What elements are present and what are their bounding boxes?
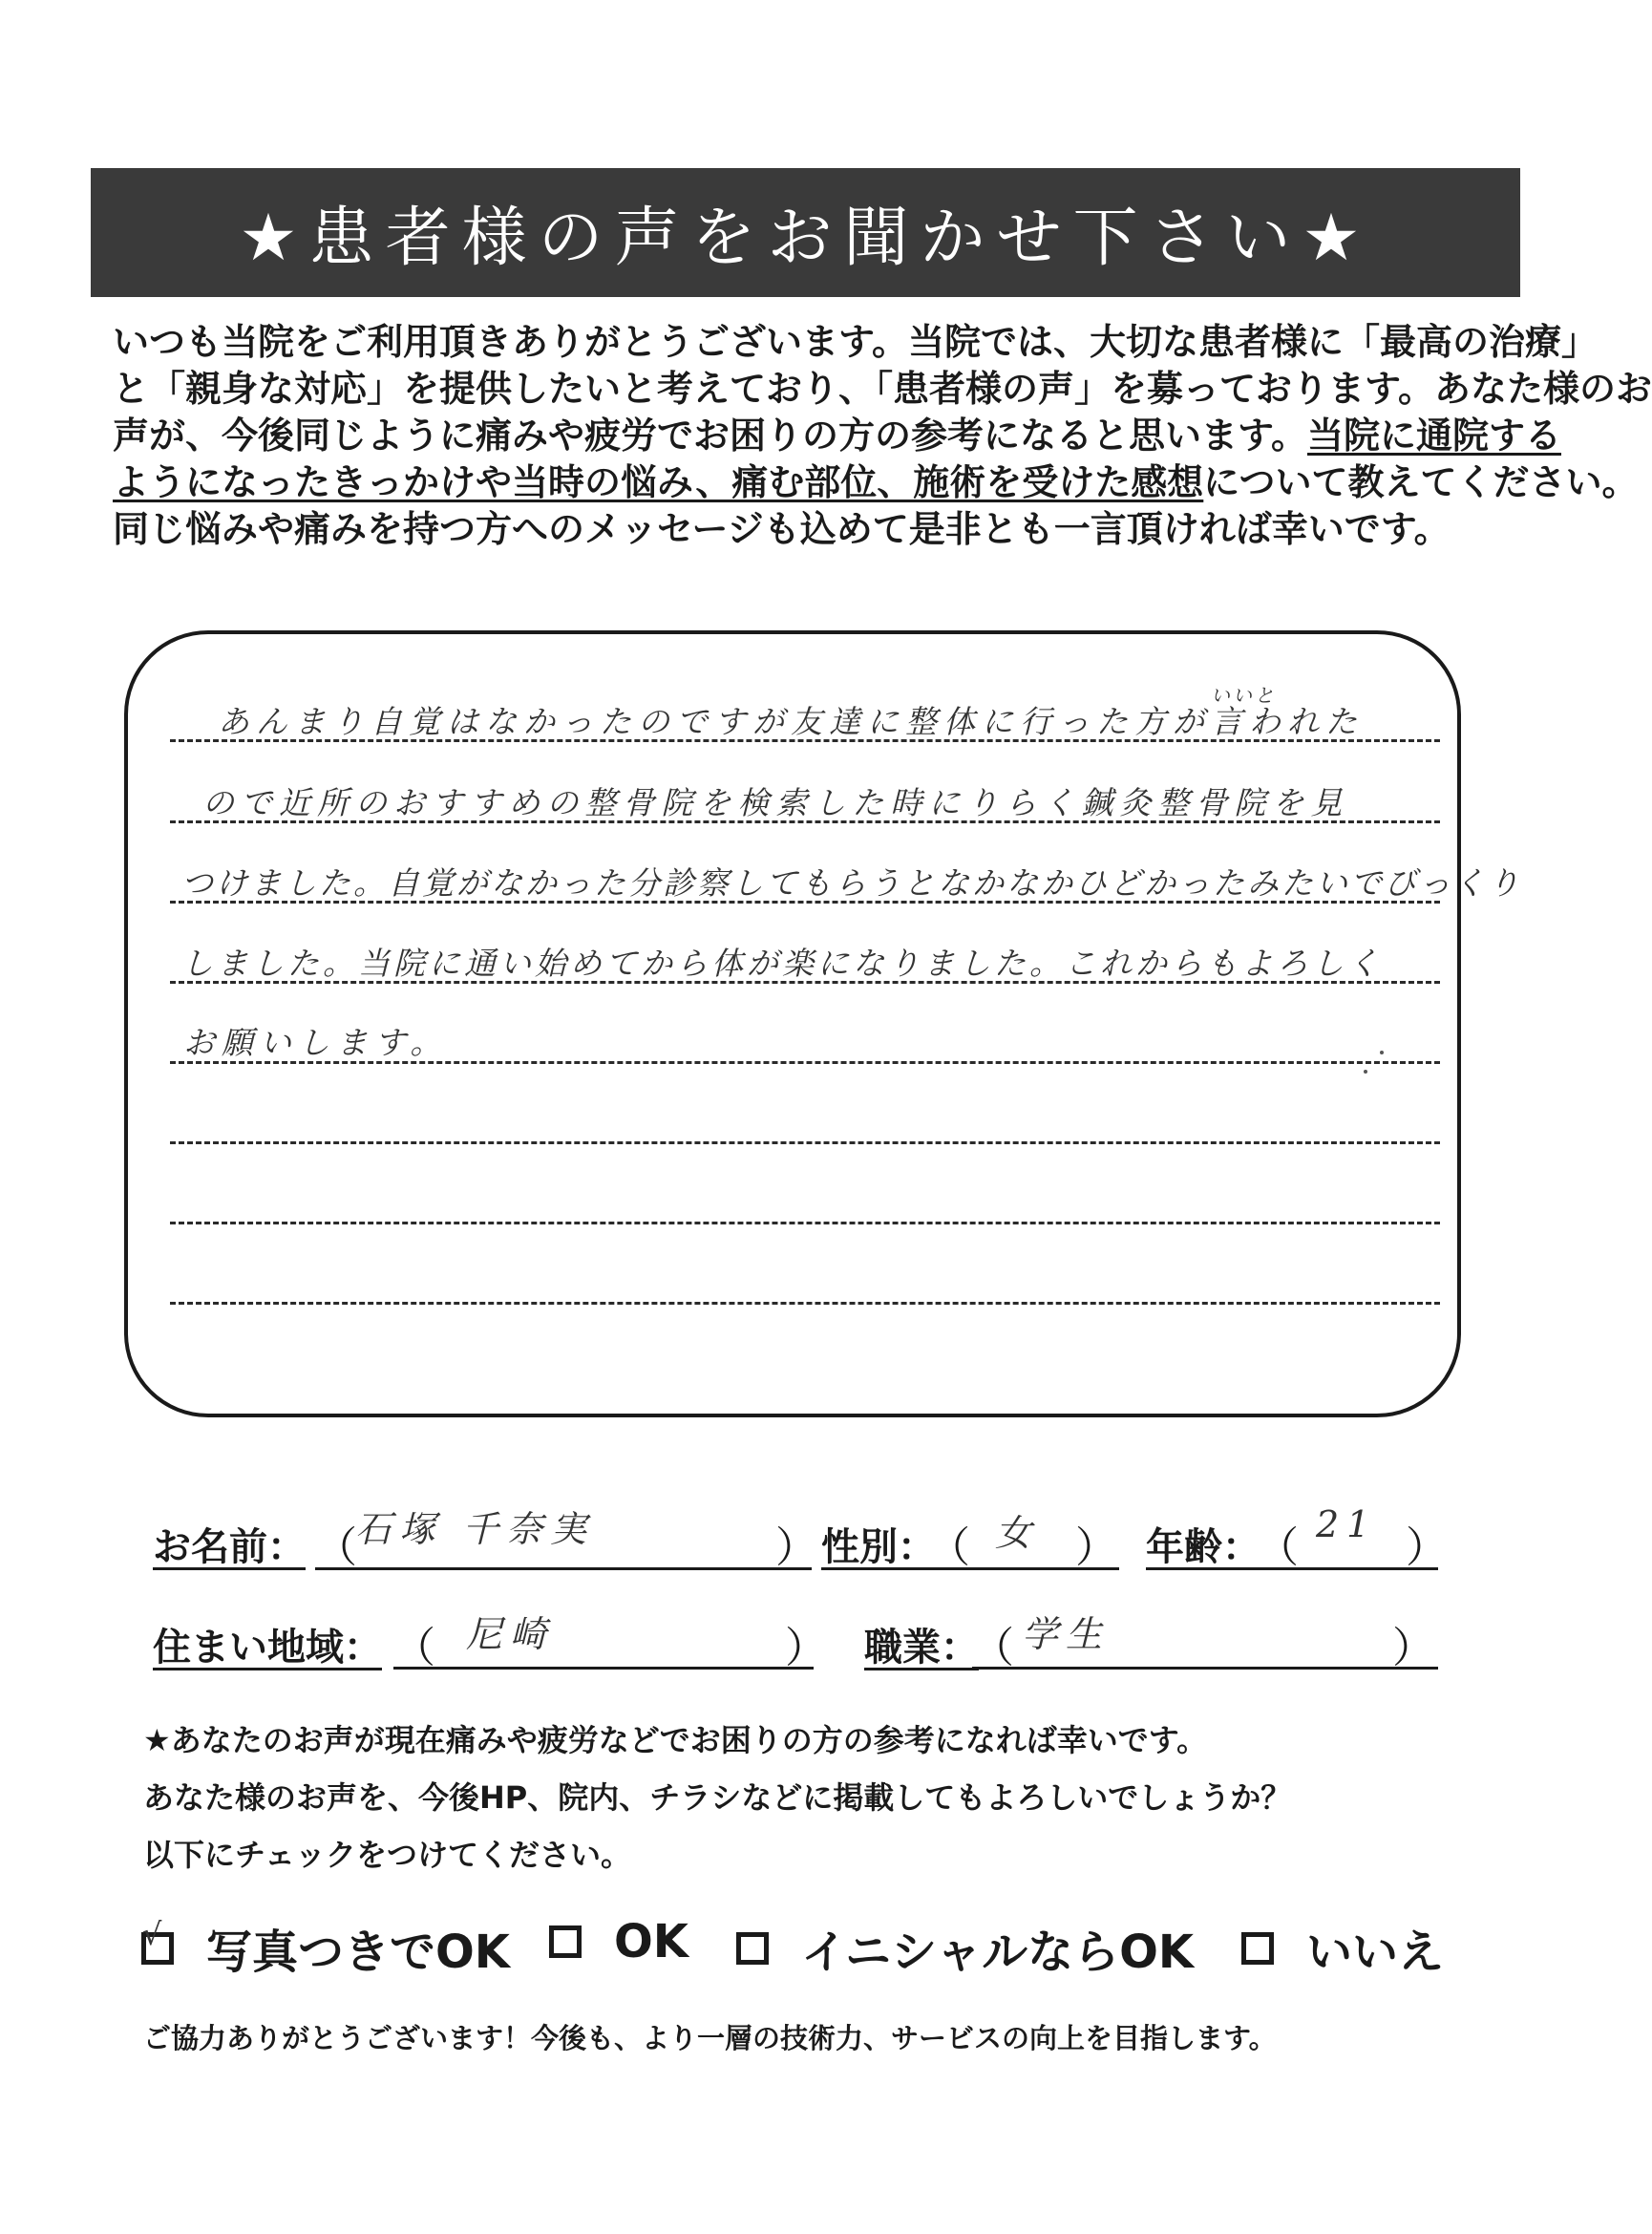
comment-line-3: つけました。自覚がなかった分診察してもらうとなかなかひどかったみたいでびっくり xyxy=(181,864,1522,902)
note-line-3: 以下にチェックをつけてください。 xyxy=(143,1837,632,1873)
comment-line-2: ので近所のおすすめの整骨院を検索した時にりらく鍼灸整骨院を見 xyxy=(202,784,1349,821)
comment-line-4: しました。当院に通い始めてから体が楽になりました。これからもよろしく xyxy=(181,945,1383,982)
comment-insert-note: いいと xyxy=(1211,684,1277,707)
comment-rule-8 xyxy=(170,1302,1440,1305)
scan-speck xyxy=(1364,1070,1367,1074)
intro-line-5: 同じ悩みや痛みを持つ方へのメッセージも込めて是非とも一言頂ければ幸いです。 xyxy=(113,508,1451,550)
checkbox-ok[interactable] xyxy=(549,1925,582,1958)
age-label: 年齢： xyxy=(1146,1525,1260,1569)
scan-speck xyxy=(1380,1051,1384,1054)
age-close-paren: ） xyxy=(1406,1523,1448,1572)
intro-line-3-text: 声が、今後同じように痛みや疲労でお困りの方の参考になると思います。 xyxy=(113,415,1307,457)
note-line-2: あなた様のお声を、今後HP、院内、チラシなどに掲載してもよろしいでしょうか？ xyxy=(143,1779,1292,1816)
job-label: 職業： xyxy=(864,1626,979,1670)
intro-line-2: と「親身な対応」を提供したいと考えており、「患者様の声」を募っております。あなた様のお xyxy=(113,368,1652,410)
comment-rule-6 xyxy=(170,1141,1440,1144)
name-label: お名前： xyxy=(153,1525,306,1569)
job-open-paren: （ xyxy=(972,1624,1014,1672)
option-ok-label: OK xyxy=(614,1915,688,1968)
age-open-paren: （ xyxy=(1257,1523,1299,1572)
area-value: 尼崎 xyxy=(466,1613,555,1655)
option-photo-ok[interactable] xyxy=(141,1915,510,1981)
area-close-paren: ） xyxy=(785,1624,827,1672)
job-value: 学生 xyxy=(1022,1613,1111,1655)
footer-text: ご協力ありがとうございます！今後も、より一層の技術力、サービスの向上を目指します。 xyxy=(143,2022,1277,2054)
check-mark-icon: √ xyxy=(142,1915,162,1952)
intro-line-3 xyxy=(113,413,1561,459)
checkbox-photo-ok[interactable] xyxy=(141,1915,174,1965)
job-underline xyxy=(972,1667,1438,1670)
option-ok[interactable] xyxy=(549,1915,688,1968)
name-value: 石塚 千奈実 xyxy=(355,1508,595,1550)
gender-value: 女 xyxy=(995,1512,1040,1554)
gender-open-paren: （ xyxy=(928,1523,970,1572)
intro-line-3-emphasis: 当院に通院する xyxy=(1306,415,1561,457)
gender-label: 性別： xyxy=(821,1525,936,1569)
page-title: ★患者様の声をお聞かせ下さい★ xyxy=(91,168,1520,297)
option-initial-ok[interactable] xyxy=(736,1915,1194,1981)
intro-line-4-text: について教えてください。 xyxy=(1203,461,1639,503)
option-no-label: いいえ xyxy=(1306,1925,1445,1979)
intro-line-4-emphasis: ようになったきっかけや当時の悩み、痛む部位、施術を受けた感想 xyxy=(113,461,1204,503)
intro-line-1: いつも当院をご利用頂きありがとうございます。当院では、大切な患者様に「最高の治療」 xyxy=(113,321,1598,363)
area-label: 住まい地域： xyxy=(153,1626,382,1670)
age-value: 21 xyxy=(1316,1503,1378,1545)
checkbox-no[interactable] xyxy=(1241,1932,1274,1965)
age-underline xyxy=(1257,1567,1438,1570)
area-underline xyxy=(393,1667,814,1670)
name-underline xyxy=(315,1567,812,1570)
comment-line-1: あんまり自覚はなかったのですが友達に整体に行った方が言われた xyxy=(218,703,1364,740)
option-no[interactable] xyxy=(1241,1915,1444,1981)
comment-rule-7 xyxy=(170,1222,1440,1224)
gender-underline xyxy=(928,1567,1119,1570)
intro-line-4 xyxy=(113,459,1639,506)
area-open-paren: （ xyxy=(393,1624,435,1672)
name-close-paren: ） xyxy=(775,1523,817,1572)
checkbox-initial-ok[interactable] xyxy=(736,1932,769,1965)
option-initial-ok-label: イニシャルならOK xyxy=(801,1925,1195,1979)
job-close-paren: ） xyxy=(1392,1624,1434,1672)
option-photo-ok-label: 写真つきでOK xyxy=(206,1925,511,1979)
comment-line-5: お願いします。 xyxy=(183,1024,449,1061)
note-line-1: ★あなたのお声が現在痛みや疲労などでお困りの方の参考になれば幸いです。 xyxy=(143,1722,1208,1758)
name-open-paren: （ xyxy=(315,1523,357,1572)
gender-close-paren: ） xyxy=(1075,1523,1117,1572)
intro-text xyxy=(113,319,1652,553)
